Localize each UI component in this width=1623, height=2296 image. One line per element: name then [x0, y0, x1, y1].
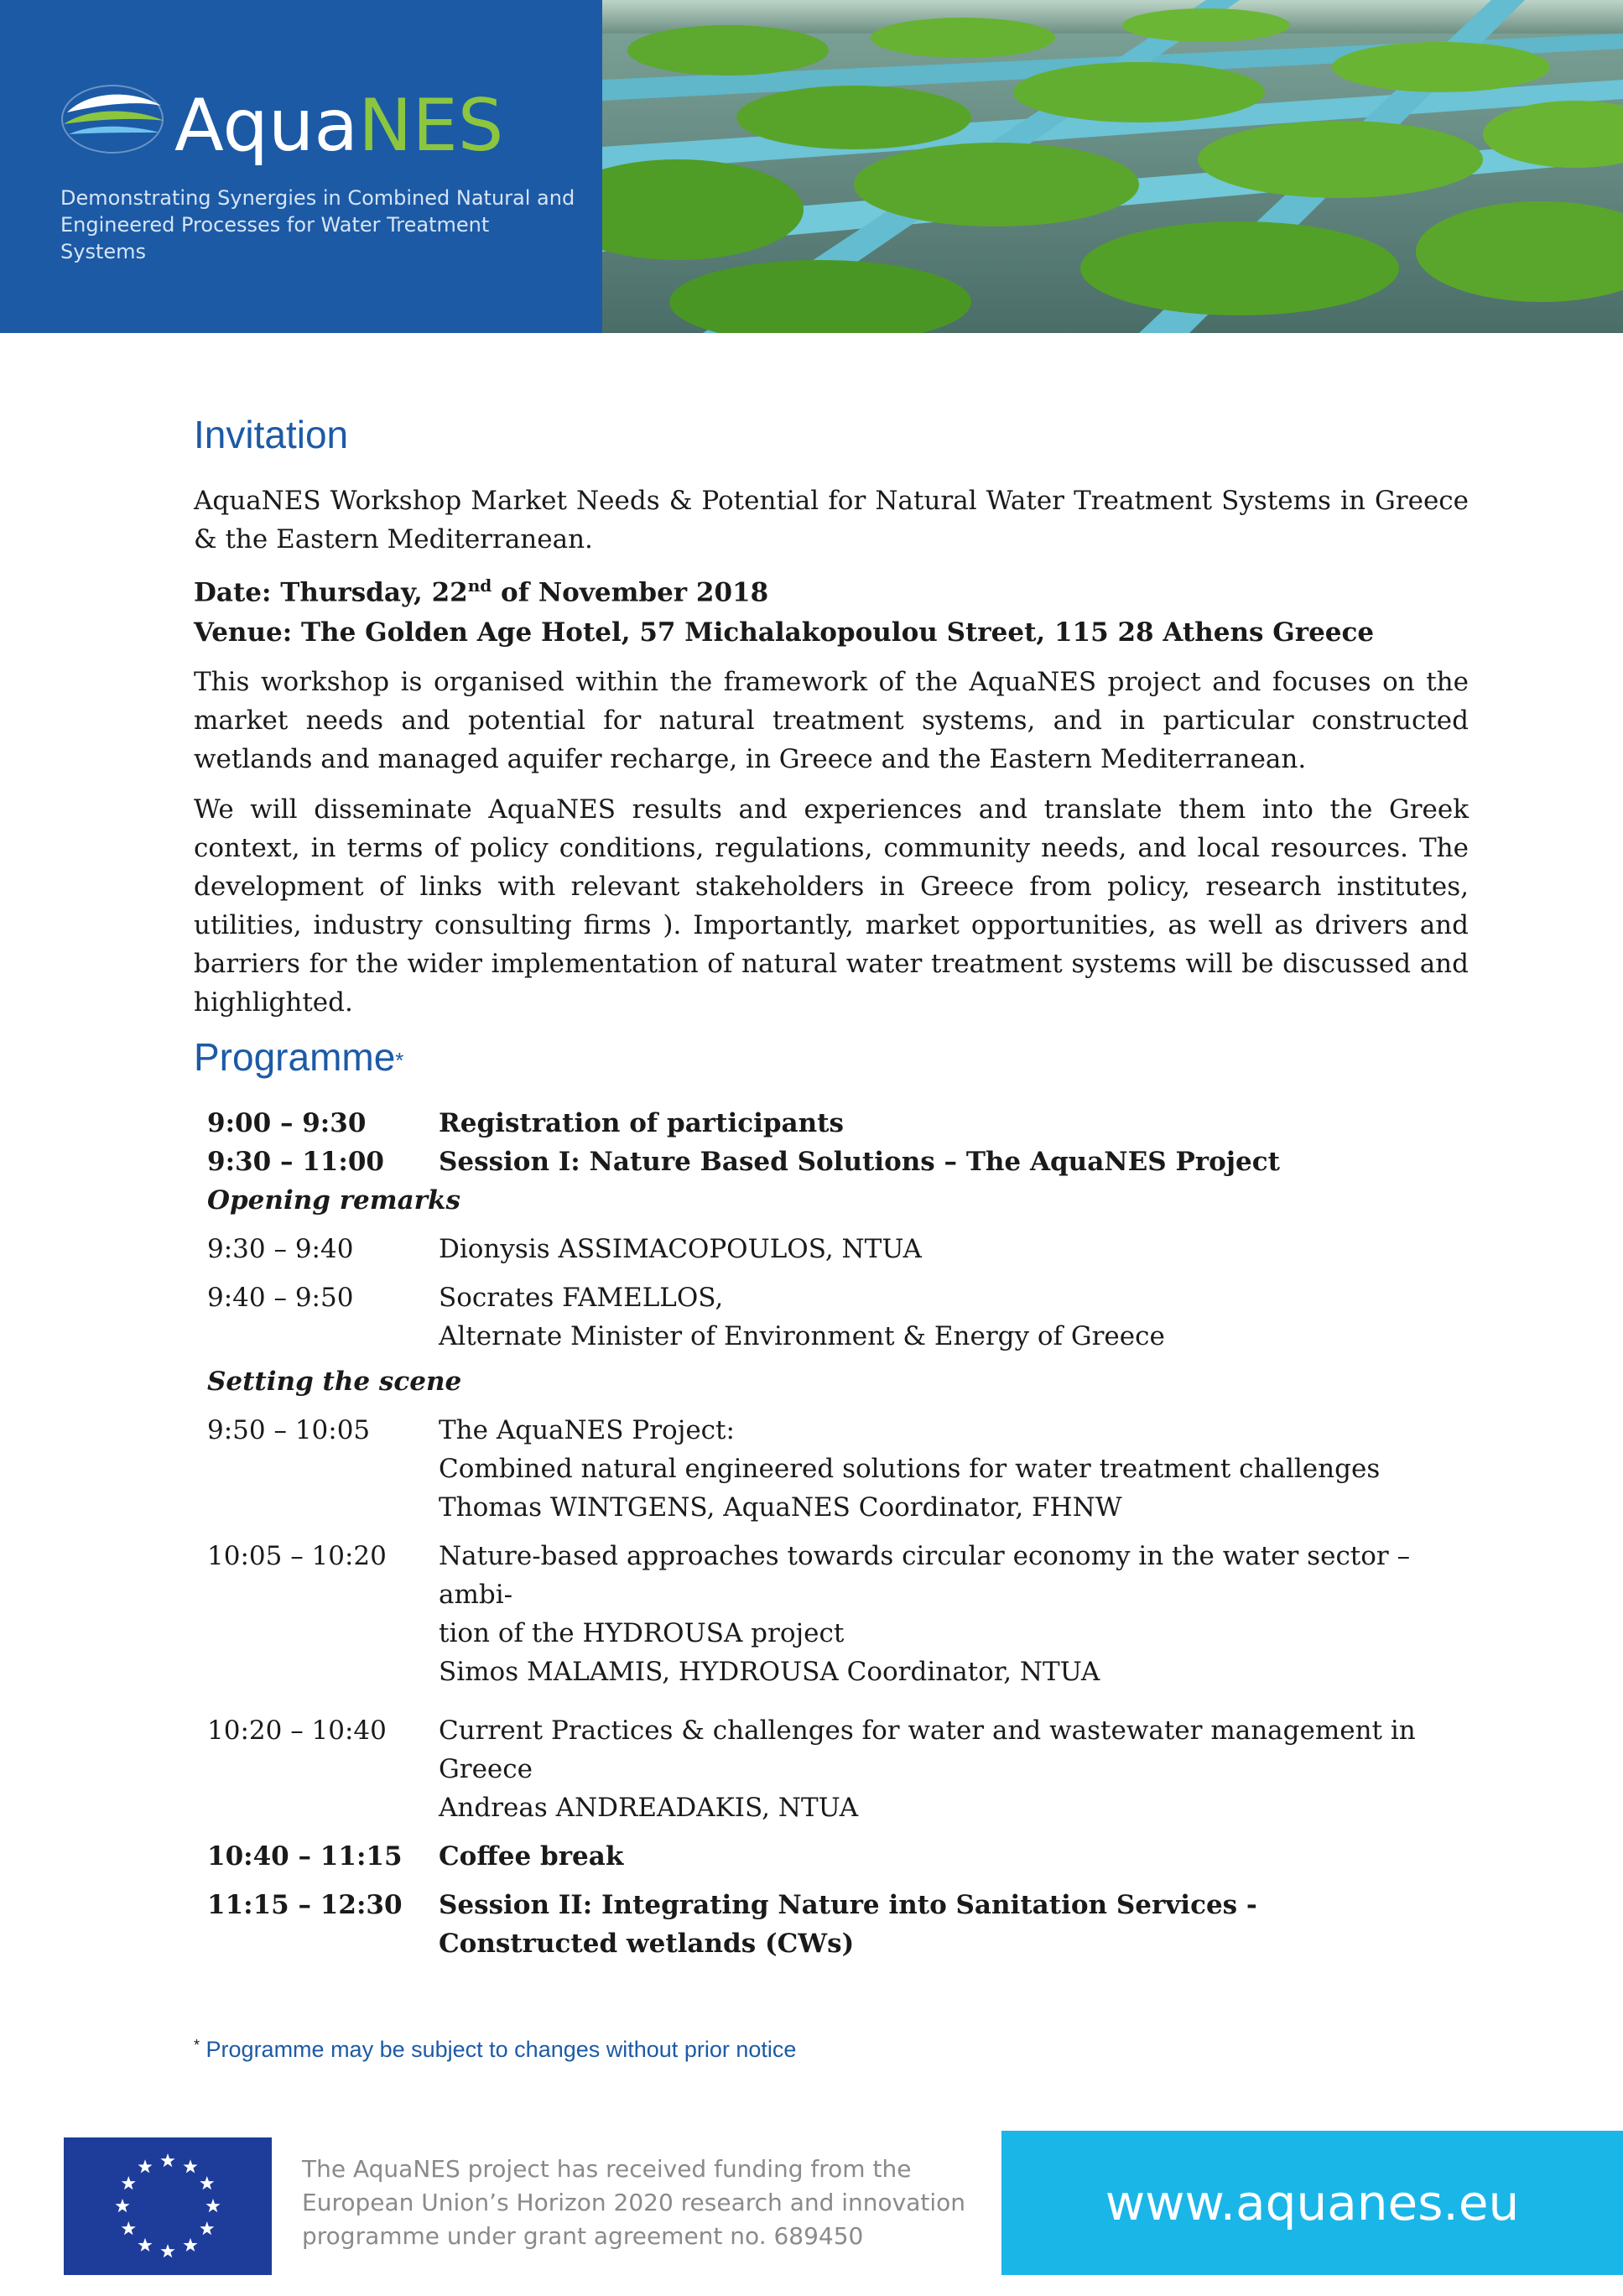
event-details: [194, 565, 1469, 653]
eu-flag-icon: [64, 2137, 272, 2275]
website-link[interactable]: www.aquanes.eu: [1105, 2174, 1520, 2231]
programme-line: The AquaNES Project:: [439, 1415, 735, 1446]
footnote-mark: *: [194, 2037, 200, 2054]
programme-list: [207, 1104, 1469, 1963]
programme-time: 11:15 – 12:30: [207, 1890, 403, 1921]
programme-heading-text: Programme: [194, 1035, 396, 1080]
programme-subheading: Opening remarks: [207, 1185, 460, 1216]
programme-line: Thomas WINTGENS, AquaNES Coordinator, FHNW: [439, 1492, 1122, 1523]
programme-line: tion of the HYDROUSA project: [439, 1618, 845, 1649]
event-date-sup: nd: [467, 575, 492, 596]
programme-item: [207, 1230, 1469, 1268]
programme-desc: [439, 1711, 1469, 1827]
programme-subheading: Setting the scene: [207, 1367, 462, 1398]
programme-desc: [439, 1230, 1469, 1268]
programme-line: Dionysis ASSIMACOPOULOS, NTUA: [439, 1234, 922, 1265]
programme-line: Combined natural engineered solutions for water treatment challenges: [439, 1454, 1381, 1485]
programme-line: Simos MALAMIS, HYDROUSA Coordinator, NTUA: [439, 1657, 1100, 1688]
water-wave-logo-icon: [60, 81, 169, 158]
programme-item: [207, 1104, 1469, 1143]
programme-time: 9:00 – 9:30: [207, 1108, 367, 1139]
website-panel: [1001, 2131, 1623, 2275]
programme-time: 10:05 – 10:20: [207, 1541, 387, 1572]
eu-star-icon: [138, 2159, 152, 2173]
eu-star-icon: [183, 2159, 197, 2173]
tagline: [60, 185, 580, 265]
programme-item: [207, 1278, 1469, 1356]
funding-line: programme under grant agreement no. 689450: [302, 2222, 864, 2250]
logo-prefix: Aqua: [174, 84, 359, 168]
programme-time: 9:30 – 9:40: [207, 1234, 354, 1265]
programme-line: Andreas ANDREADAKIS, NTUA: [439, 1793, 859, 1824]
programme-desc: [439, 1886, 1469, 1963]
programme-line: Alternate Minister of Environment & Energy of Greece: [439, 1321, 1165, 1352]
programme-line: Socrates FAMELLOS,: [439, 1283, 724, 1314]
programme-time: 9:30 – 11:00: [207, 1147, 384, 1178]
event-venue: Venue: The Golden Age Hotel, 57 Michalakopoulou Street, 115 28 Athens Greece: [194, 617, 1375, 648]
funding-statement: [302, 2153, 990, 2253]
programme-desc: [439, 1104, 1469, 1143]
eu-star-icon: [138, 2238, 152, 2252]
brand-panel: [0, 0, 602, 333]
wetland-photo: [602, 0, 1623, 333]
eu-star-icon: [183, 2238, 197, 2252]
eu-star-icon: [160, 2244, 174, 2257]
programme-line: Nature-based approaches towards circular economy in the water sector – ambi-: [439, 1541, 1411, 1611]
programme-footnote: [194, 2037, 796, 2063]
programme-line: Current Practices & challenges for water and wastewater management in Greece: [439, 1715, 1416, 1785]
main-content: [194, 411, 1469, 1963]
page-header: [0, 0, 1623, 333]
programme-desc: [439, 1278, 1469, 1356]
invitation-intro: AquaNES Workshop Market Needs & Potential for Natural Water Treatment Systems in Greece & the Eastern Mediterranean.: [194, 486, 1469, 554]
invitation-paragraph: We will disseminate AquaNES results and experiences and translate them into the Greek context, in terms of policy conditions, regulations, community needs, and local resources. The development of links with relevant stakeholders in Greece from policy, research institutes, utilities, industry consulting firms ). Importantly, market opportunities, as well as drivers and barriers for the wider implementation of natural water treatment systems will be discussed and highlighted.: [194, 794, 1469, 1018]
programme-desc: [439, 1837, 1469, 1876]
eu-stars-icon: [64, 2137, 272, 2275]
programme-item: [207, 1837, 1469, 1876]
invitation-paragraph: This workshop is organised within the framework of the AquaNES project and focuses on the market needs and potential for natural treatment systems, and in particular constructed wetlands and managed aquifer recharge, in Greece and the Eastern Mediterranean.: [194, 667, 1469, 775]
funding-line: European Union’s Horizon 2020 research and innovation: [302, 2189, 966, 2216]
programme-line: Coffee break: [439, 1841, 624, 1872]
programme-heading: [194, 1033, 1469, 1080]
eu-star-icon: [205, 2199, 220, 2212]
logo-wordmark: [174, 84, 504, 168]
logo-accent: NES: [358, 84, 504, 168]
programme-item: [207, 1711, 1469, 1827]
programme-item: [207, 1411, 1469, 1527]
programme-time: 9:40 – 9:50: [207, 1283, 354, 1314]
programme-line: Constructed wetlands (CWs): [439, 1929, 855, 1960]
event-date: [194, 565, 1469, 612]
footnote-text: Programme may be subject to changes without prior notice: [205, 2037, 797, 2062]
eu-star-icon: [122, 2221, 136, 2235]
programme-line: Session II: Integrating Nature into Sanitation Services -: [439, 1890, 1257, 1921]
wetland-photo-image: [602, 0, 1623, 333]
programme-heading-mark: *: [395, 1048, 404, 1074]
programme-desc: [439, 1411, 1469, 1527]
eu-star-icon: [160, 2153, 174, 2167]
tagline-line: Engineered Processes for Water Treatment Systems: [60, 213, 490, 263]
invitation-heading: Invitation: [194, 413, 349, 456]
funding-line: The AquaNES project has received funding from the: [302, 2155, 912, 2183]
tagline-line: Demonstrating Synergies in Combined Natural and: [60, 186, 575, 210]
eu-star-icon: [200, 2176, 214, 2189]
eu-star-icon: [122, 2176, 136, 2189]
eu-star-icon: [200, 2221, 214, 2235]
programme-time: 9:50 – 10:05: [207, 1415, 371, 1446]
programme-desc: [439, 1537, 1469, 1691]
programme-time: 10:40 – 11:15: [207, 1841, 403, 1872]
programme-desc: [439, 1143, 1469, 1181]
programme-time: 10:20 – 10:40: [207, 1715, 387, 1747]
programme-item: [207, 1886, 1469, 1963]
event-date-suffix: of November 2018: [492, 577, 769, 608]
programme-item: [207, 1537, 1469, 1691]
programme-line: Registration of participants: [439, 1108, 844, 1139]
programme-line: Session I: Nature Based Solutions – The AquaNES Project: [439, 1147, 1280, 1178]
eu-star-icon: [115, 2199, 129, 2212]
programme-item: [207, 1143, 1469, 1181]
event-date-prefix: Date: Thursday, 22: [194, 577, 468, 608]
